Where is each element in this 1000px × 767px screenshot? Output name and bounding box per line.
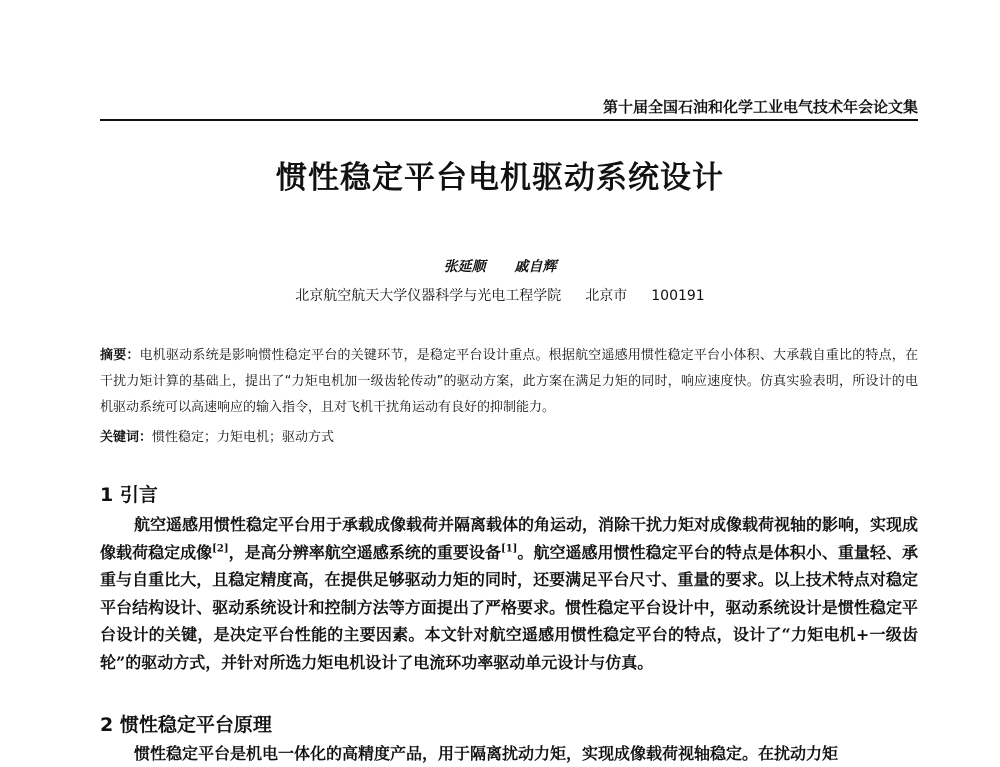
paper-title: 惯性稳定平台电机驱动系统设计 <box>276 160 724 196</box>
affiliation-city: 北京市 <box>585 288 628 304</box>
header-rule <box>100 119 918 121</box>
citation-ref: [1] <box>500 543 518 555</box>
section-1-text-c: 。航空遥感用惯性稳定平台的特点是体积小、重量轻、承重与自重比大，且稳定精度高，在提供足够驱动力矩的同时，还要满足平台尺寸、重量的要求。以上技术特点对稳定平台结构设计、驱动系统设计和控制方法等方面提出了严格要求。惯性稳定平台设计中，驱动系统设计是惯性稳定平台设计的关键，是决定平台性能的主要因素。本文针对航空遥感用惯性稳定平台的特点，设计了“力矩电机+一级齿轮”的驱动方式，并针对所选力矩电机设计了电流环功率驱动单元设计与仿真。 <box>100 542 918 672</box>
section-1-text-a: 航空遥感用惯性稳定平台用于承载成像载荷并隔离载体的角运动，消除干扰力矩对成像载荷视轴的影响，实现成像载荷稳定成像 <box>100 515 919 562</box>
affiliation-postcode: 100191 <box>651 288 705 304</box>
abstract-text: 电机驱动系统是影响惯性稳定平台的关键环节，是稳定平台设计重点。根据航空遥感用惯性稳定平台小体积、大承载自重比的特点，在干扰力矩计算的基础上，提出了“力矩电机加一级齿轮传动”的驱动方案，此方案在满足力矩的同时，响应速度快。仿真实验表明，所设计的电机驱动系统可以高速响应的输入指令，且对飞机干扰角运动有良好的抑制能力。 <box>100 348 918 415</box>
section-1-text-b: ，是高分辨率航空遥感系统的重要设备 <box>228 542 501 562</box>
affiliation <box>0 285 1000 305</box>
citation-ref: [2] <box>212 543 229 555</box>
keywords-text: 惯性稳定；力矩电机；驱动方式 <box>152 430 335 445</box>
section-1-heading: 1 引言 <box>100 484 158 506</box>
section-2-heading: 2 惯性稳定平台原理 <box>100 714 272 736</box>
abstract <box>100 343 918 421</box>
keywords-label: 关键词： <box>100 430 153 445</box>
authors: 张延顺 戚自辉 <box>443 259 557 275</box>
affiliation-institution: 北京航空航天大学仪器科学与光电工程学院 <box>295 288 562 304</box>
proceedings-title: 第十届全国石油和化学工业电气技术年会论文集 <box>602 98 918 116</box>
abstract-label: 摘要： <box>100 348 140 363</box>
keywords <box>100 425 918 451</box>
section-2-paragraph: 惯性稳定平台是机电一体化的高精度产品，用于隔离扰动力矩，实现成像载荷视轴稳定。在扰动力矩 <box>134 744 839 763</box>
section-1-paragraph <box>100 511 918 677</box>
